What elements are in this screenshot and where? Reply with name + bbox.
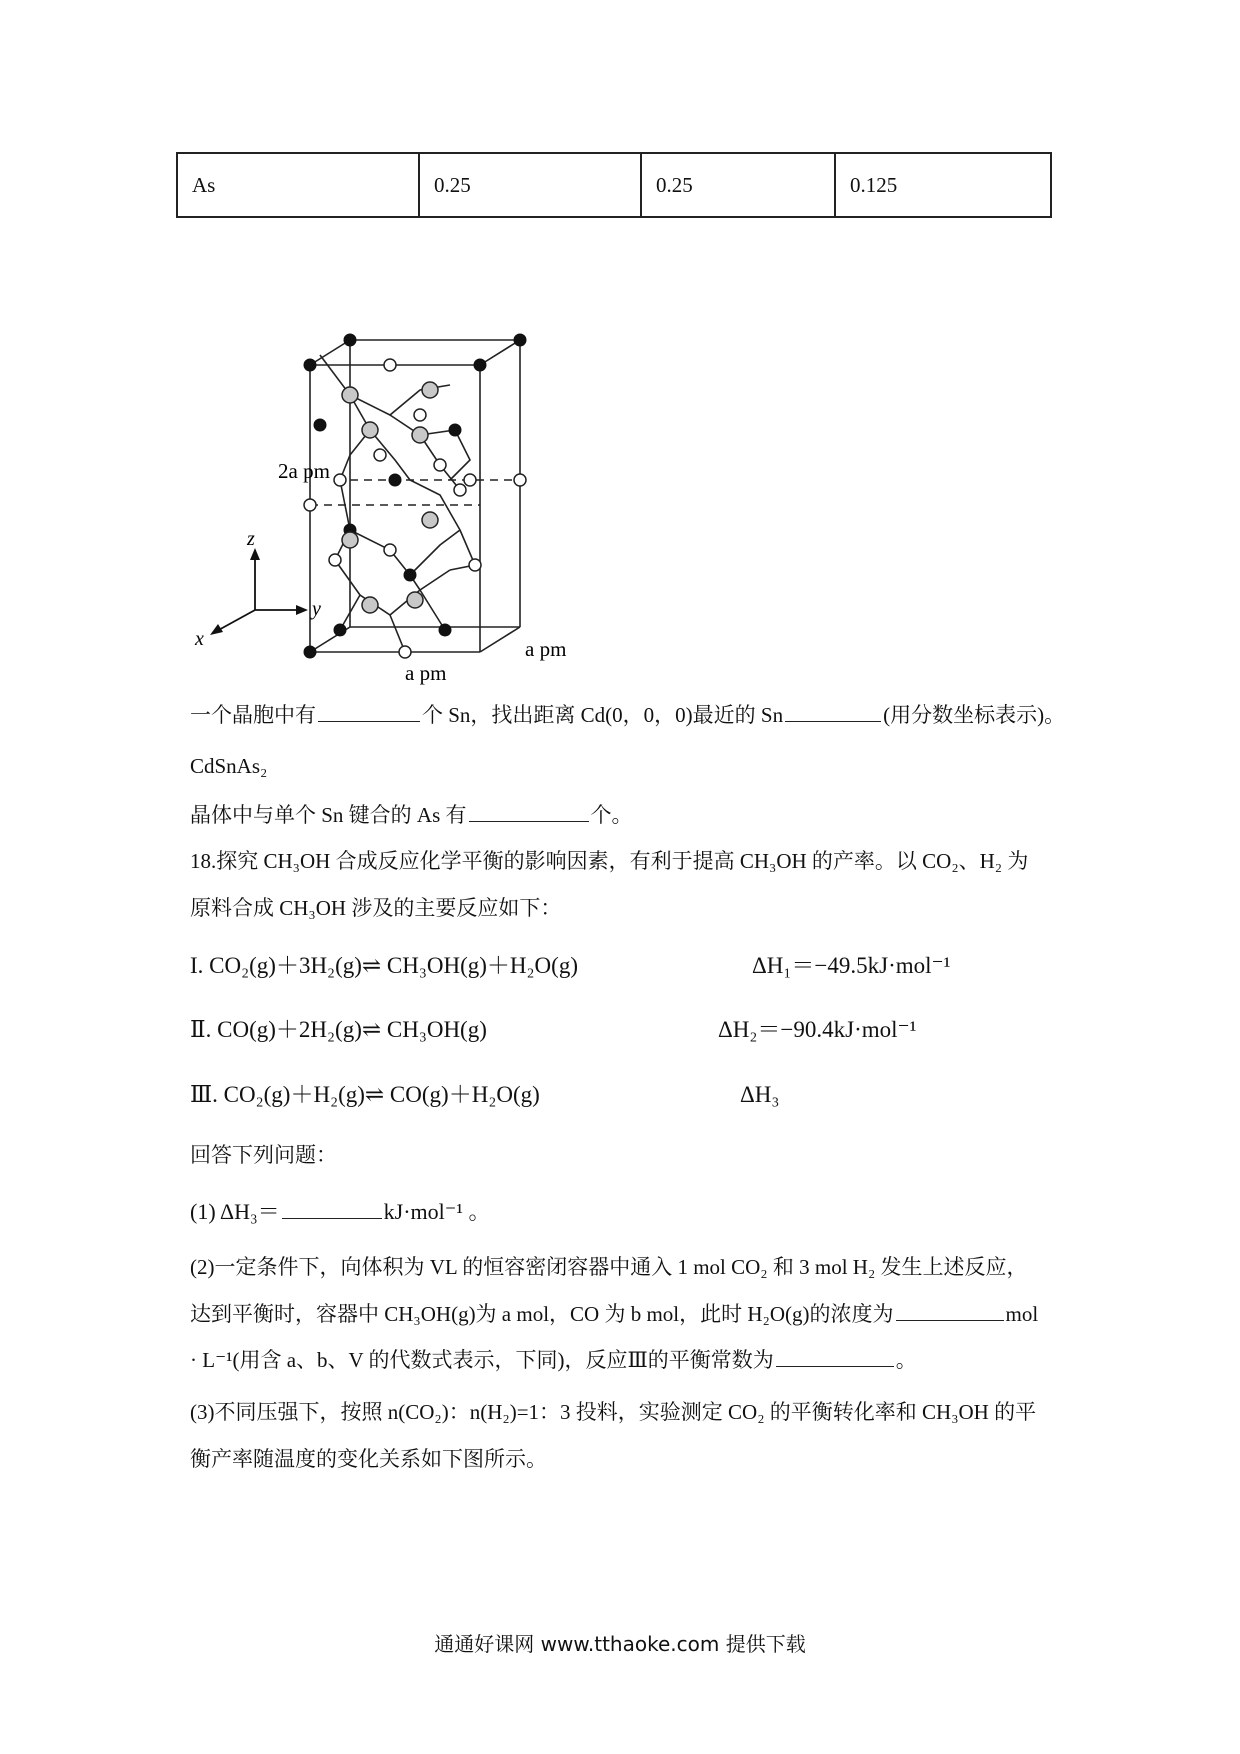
coordinates-table [176,152,1052,218]
page-footer: 通通好课网 www.tthaoke.com 提供下载 [434,1632,806,1656]
text-segment: 一个晶胞中有 [190,703,316,727]
crystal-cell-diagram [190,330,610,690]
reaction-3: Ⅲ. CO₂(g)＋H₂(g)⇌ CO(g)＋H₂O(g) [190,1082,540,1107]
part-2-line-2 [190,1298,1038,1329]
part-2-line-3 [190,1344,917,1375]
part-2-line-1: (2)一定条件下，向体积为 VL 的恒容密闭容器中通入 1 mol CO₂ 和 3 mol H₂ 发生上述反应， [190,1255,1028,1279]
reaction-2-enthalpy: ΔH₂＝−90.4kJ·mol⁻¹ [718,1017,917,1042]
depth-label: a pm [525,637,567,661]
reaction-1: I. CO₂(g)＋3H₂(g)⇌ CH₃OH(g)＋H₂O(g) [190,953,578,978]
part-1-line [190,1196,490,1227]
reaction-1-enthalpy: ΔH₁＝−49.5kJ·mol⁻¹ [752,953,951,978]
answer-intro: 回答下列问题： [190,1143,337,1167]
text-segment: mol [1005,1302,1039,1326]
text-segment: 晶体中与单个 Sn 键合的 As 有 [190,803,467,827]
part-3-line-2: 衡产率随温度的变化关系如下图所示。 [190,1447,547,1471]
answer-blank[interactable] [469,799,589,822]
answer-blank[interactable] [776,1344,894,1367]
text-segment: (用分数坐标表示)。 [883,703,1066,727]
question-bond-line [190,799,633,830]
reaction-2: Ⅱ. CO(g)＋2H₂(g)⇌ CH₃OH(g) [190,1017,487,1042]
text-segment: 个 Sn，找出距离 Cd(0，0，0)最近的 Sn [422,703,784,727]
table-row [177,153,1051,217]
text-segment: 达到平衡时，容器中 CH₃OH(g)为 a mol，CO 为 b mol，此时 H₂O(g)的浓度为 [190,1302,894,1326]
table-cell: As [177,153,419,217]
axis-z-label: z [247,528,255,550]
answer-blank[interactable] [896,1298,1004,1321]
text-segment: · L⁻¹(用含 a、b、V 的代数式表示，下同)，反应Ⅲ的平衡常数为 [190,1348,774,1372]
table-cell: 0.25 [419,153,641,217]
table-cell: 0.125 [835,153,1051,217]
text-segment: kJ·mol⁻¹ 。 [383,1199,491,1224]
formula-line: CdSnAs₂ [190,754,268,778]
question-cell-line [190,699,1065,730]
text-segment: 个。 [590,803,633,827]
q18-line-2: 原料合成 CH₃OH 涉及的主要反应如下： [190,896,562,920]
reaction-3-enthalpy: ΔH₃ [740,1082,780,1107]
answer-blank[interactable] [318,699,420,722]
answer-blank[interactable] [282,1196,382,1219]
axis-x-label: x [195,628,204,650]
table-cell: 0.25 [641,153,835,217]
axis-y-label: y [312,598,321,620]
answer-blank[interactable] [785,699,881,722]
part-3-line-1: (3)不同压强下，按照 n(CO₂)：n(H₂)=1：3 投料，实验测定 CO₂ 的平衡转化率和 CH₃OH 的平 [190,1400,1037,1424]
height-label: 2a pm [278,459,330,483]
q18-line-1: 18.探究 CH₃OH 合成反应化学平衡的影响因素，有利于提高 CH₃OH 的产率。以 CO₂、H₂ 为 [190,849,1029,873]
text-segment: 。 [895,1348,917,1372]
text-segment: (1) ΔH₃＝ [190,1199,280,1224]
width-label: a pm [405,661,447,685]
